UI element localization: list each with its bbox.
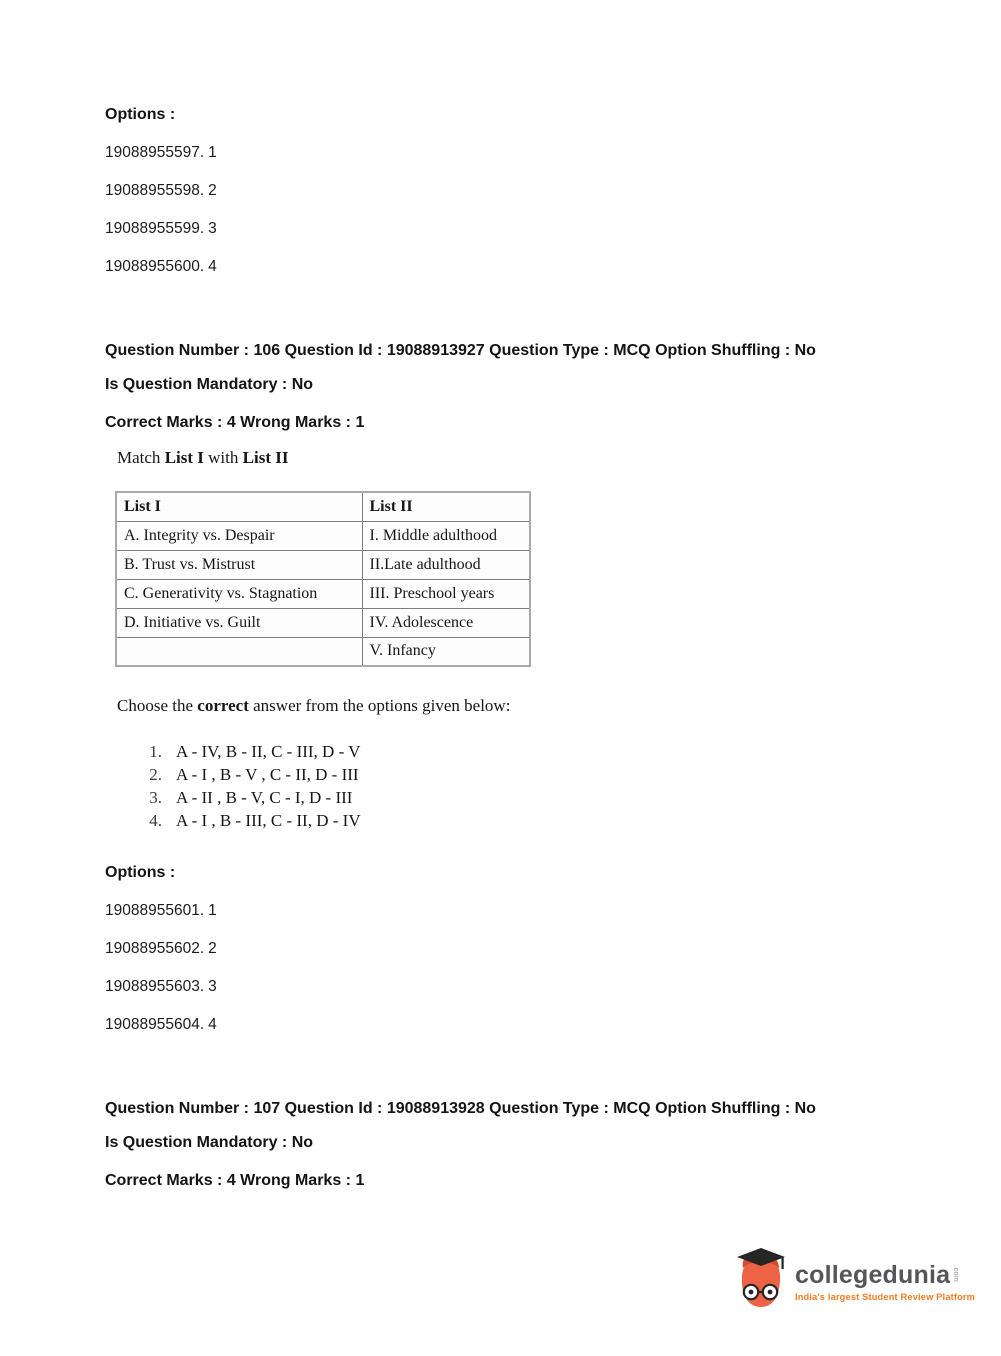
option-value: 3 xyxy=(208,978,217,995)
choice-text: A - IV, B - II, C - III, D - V xyxy=(176,742,361,761)
option-row xyxy=(105,181,945,201)
choice-number: 4. xyxy=(149,811,162,830)
choose-prompt-text: answer from the options given below: xyxy=(248,696,511,715)
page-content xyxy=(105,0,945,1192)
option-value: 1 xyxy=(208,902,217,919)
option-id: 19088955597. xyxy=(105,144,205,161)
question-header-line: Question Number : 107 Question Id : 19088913928 Question Type : MCQ Option Shuffling : No xyxy=(105,1100,816,1117)
choice-row xyxy=(146,740,945,763)
match-prompt-text: Match xyxy=(117,448,165,467)
table-cell: I. Middle adulthood xyxy=(362,521,530,550)
option-value: 2 xyxy=(208,182,217,199)
choice-row xyxy=(146,809,945,832)
option-id: 19088955602. xyxy=(105,940,205,957)
question-mandatory-line: Is Question Mandatory : No xyxy=(105,376,314,393)
options-label: Options : xyxy=(105,106,176,123)
option-row xyxy=(105,977,945,997)
brand-text-block xyxy=(795,1248,975,1302)
choose-answer-prompt xyxy=(117,695,945,717)
table-row xyxy=(116,521,530,550)
choice-text: A - I , B - V , C - II, D - III xyxy=(176,765,359,784)
option-id: 19088955599. xyxy=(105,220,205,237)
table-cell: II.Late adulthood xyxy=(362,550,530,579)
table-row xyxy=(116,608,530,637)
option-row xyxy=(105,219,945,239)
choice-text: A - I , B - III, C - II, D - IV xyxy=(176,811,361,830)
option-row xyxy=(105,1015,945,1035)
table-row xyxy=(116,550,530,579)
brand-tld: .com xyxy=(952,1265,960,1283)
match-prompt-list1: List I xyxy=(164,448,204,467)
choose-prompt-bold: correct xyxy=(197,696,249,715)
option-row xyxy=(105,939,945,959)
match-list-prompt xyxy=(117,447,945,469)
brand-tagline: India's largest Student Review Platform xyxy=(795,1292,976,1302)
option-id: 19088955601. xyxy=(105,902,205,919)
choice-text: A - II , B - V, C - I, D - III xyxy=(176,788,353,807)
table-cell: B. Trust vs. Mistrust xyxy=(116,550,362,579)
table-header-row xyxy=(116,492,530,521)
option-id: 19088955604. xyxy=(105,1016,205,1033)
brand-name: collegedunia xyxy=(795,1261,951,1289)
option-value: 1 xyxy=(208,144,217,161)
choice-row xyxy=(146,763,945,786)
question-header-line: Question Number : 106 Question Id : 19088913927 Question Type : MCQ Option Shuffling : No xyxy=(105,342,816,359)
option-id: 19088955603. xyxy=(105,978,205,995)
collegedunia-logo xyxy=(735,1248,976,1320)
choice-row xyxy=(146,786,945,809)
answer-choices xyxy=(146,740,945,832)
option-value: 4 xyxy=(208,258,217,275)
option-value: 2 xyxy=(208,940,217,957)
options-label: Options : xyxy=(105,864,176,881)
table-cell: V. Infancy xyxy=(362,637,530,666)
choice-number: 2. xyxy=(149,765,162,784)
question-mandatory-line: Is Question Mandatory : No xyxy=(105,1134,314,1151)
table-cell xyxy=(116,637,362,666)
table-row xyxy=(116,637,530,666)
choice-number: 3. xyxy=(149,788,162,807)
table-cell: D. Initiative vs. Guilt xyxy=(116,608,362,637)
option-value: 4 xyxy=(208,1016,217,1033)
table-cell: A. Integrity vs. Despair xyxy=(116,521,362,550)
option-id: 19088955598. xyxy=(105,182,205,199)
option-row xyxy=(105,143,945,163)
option-id: 19088955600. xyxy=(105,258,205,275)
table-cell: C. Generativity vs. Stagnation xyxy=(116,579,362,608)
question-marks-line: Correct Marks : 4 Wrong Marks : 1 xyxy=(105,414,365,431)
collegedunia-mascot-icon xyxy=(735,1248,787,1317)
question-marks-line: Correct Marks : 4 Wrong Marks : 1 xyxy=(105,1172,365,1189)
table-header-cell: List I xyxy=(116,492,362,521)
option-value: 3 xyxy=(208,220,217,237)
match-prompt-text: with xyxy=(203,448,243,467)
match-list-table xyxy=(115,491,531,667)
option-row xyxy=(105,901,945,921)
choose-prompt-text: Choose the xyxy=(117,696,198,715)
table-cell: III. Preschool years xyxy=(362,579,530,608)
table-cell: IV. Adolescence xyxy=(362,608,530,637)
match-prompt-list2: List II xyxy=(242,448,289,467)
table-header-cell: List II xyxy=(362,492,530,521)
choice-number: 1. xyxy=(149,742,162,761)
option-row xyxy=(105,257,945,277)
table-row xyxy=(116,579,530,608)
